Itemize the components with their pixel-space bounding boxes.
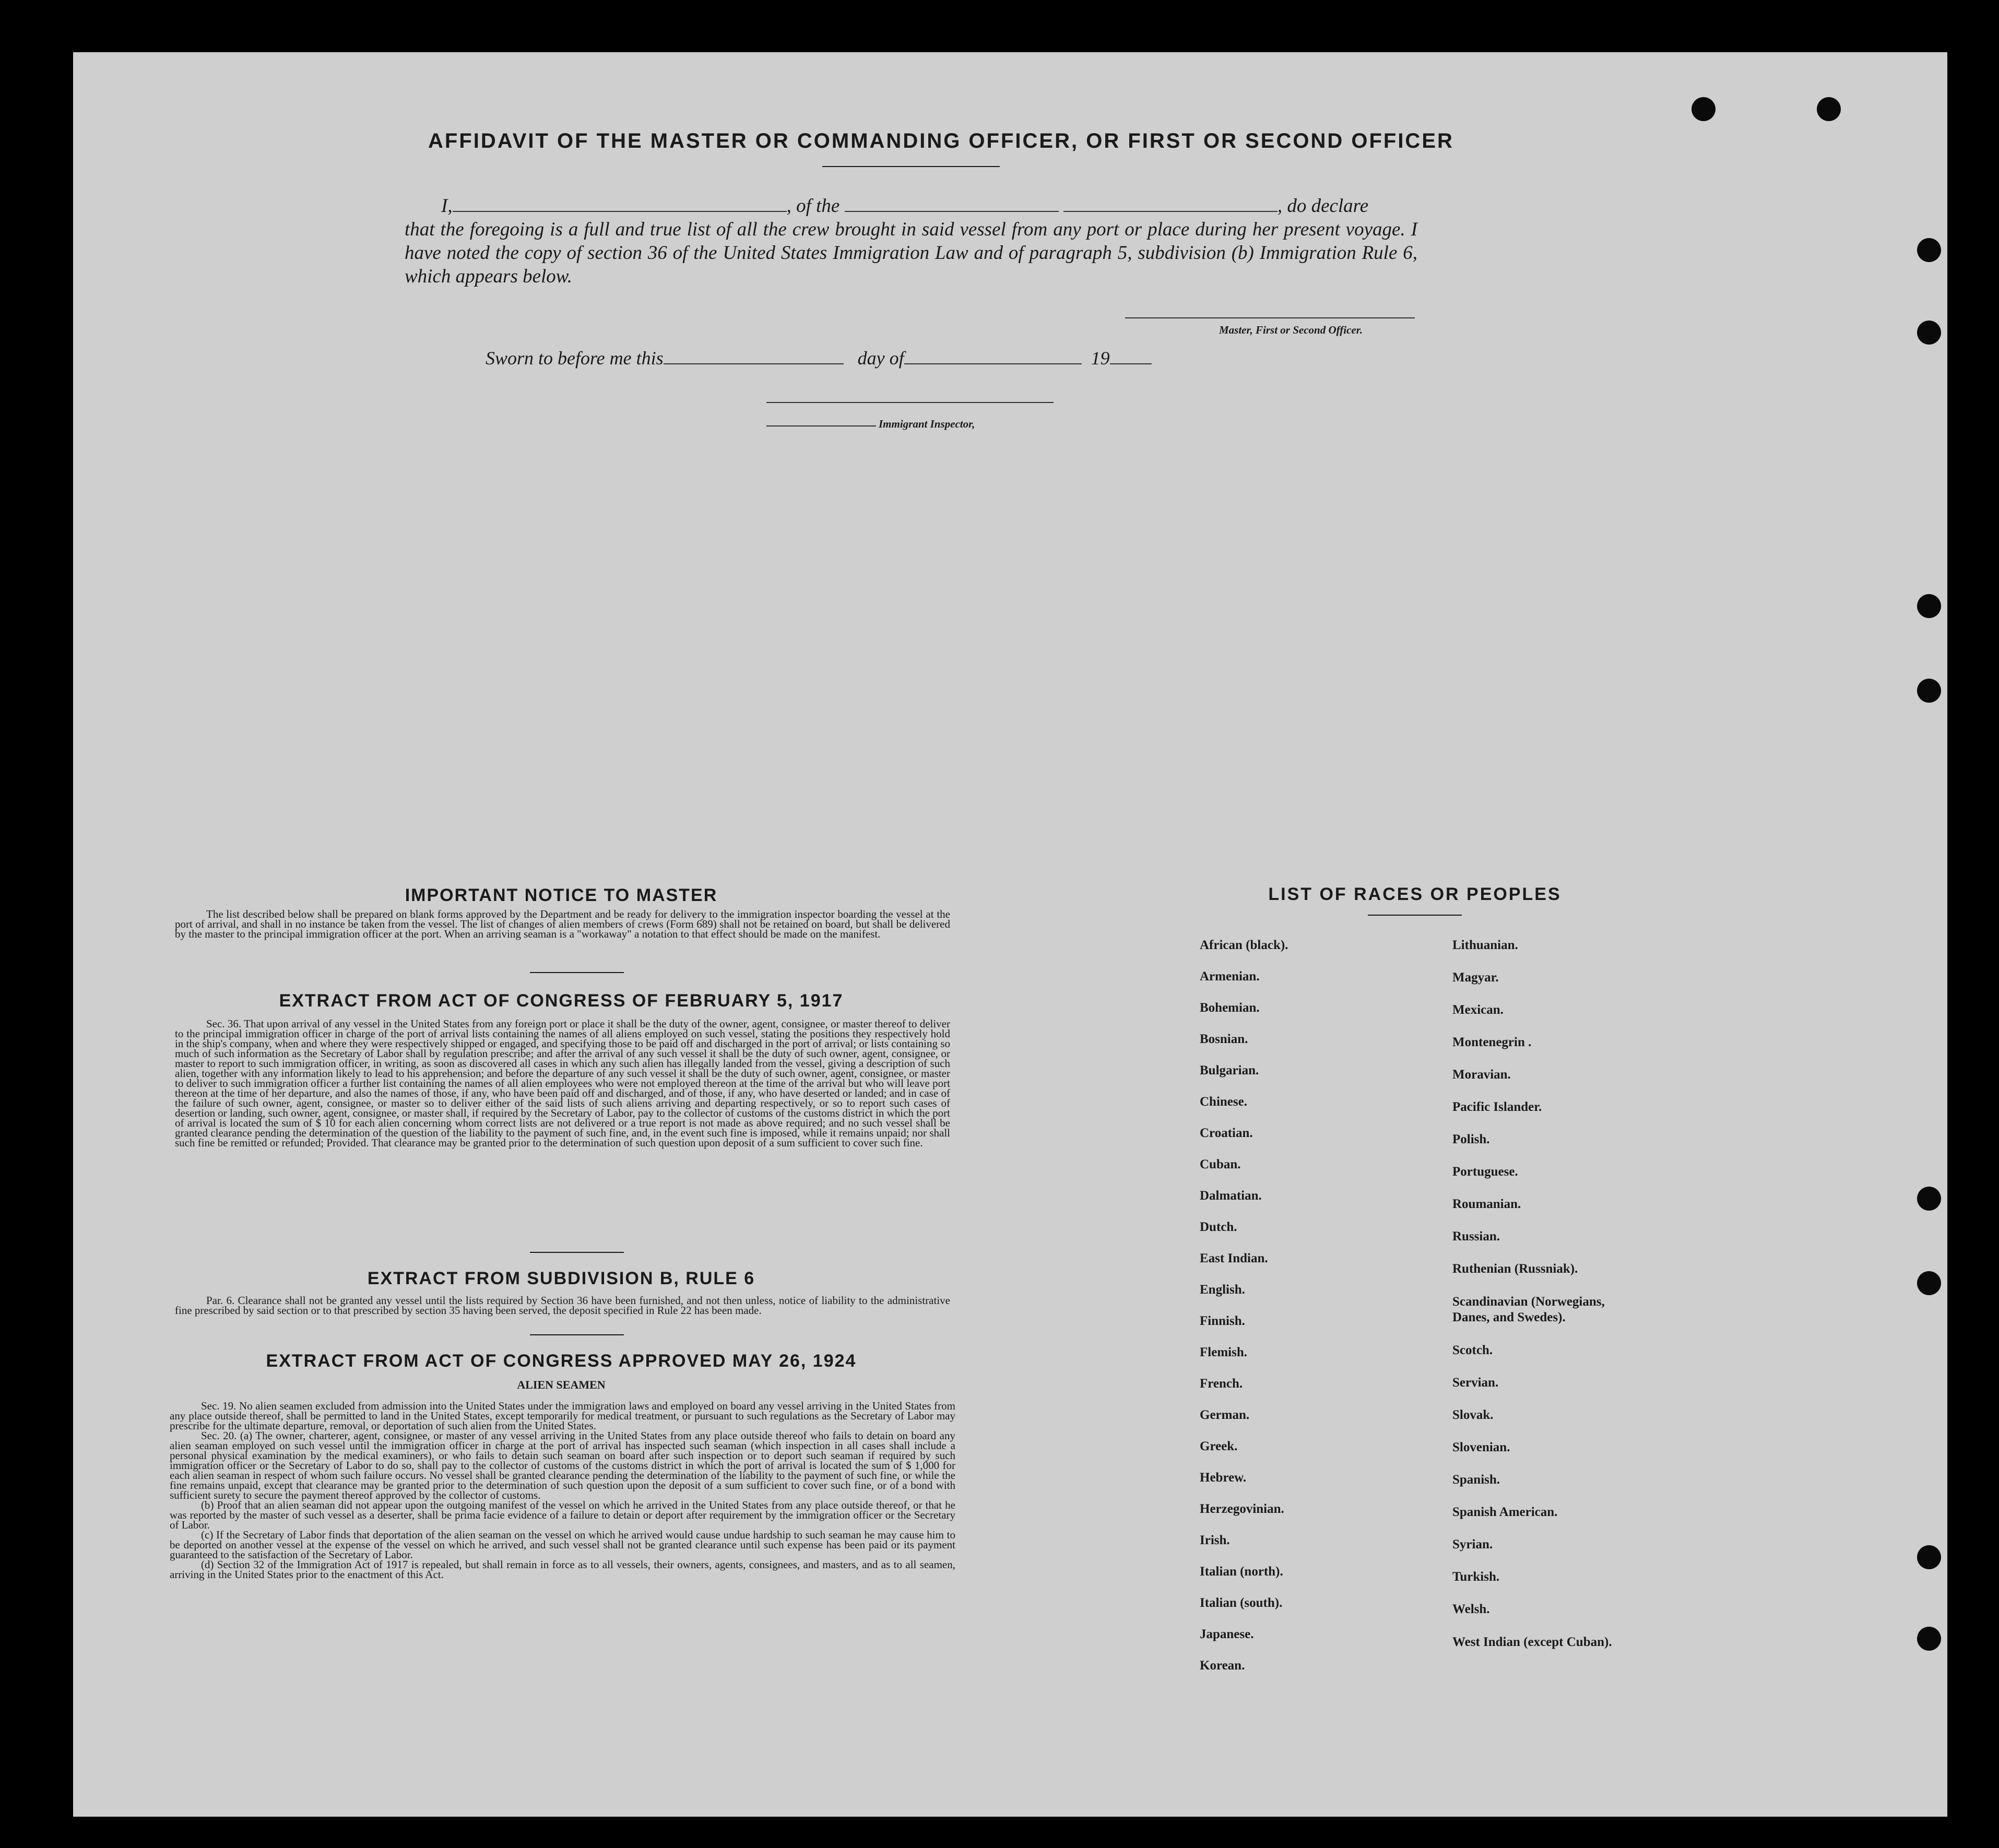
inspector-signature-line[interactable]	[766, 402, 1054, 403]
punch-hole	[1917, 594, 1941, 618]
divider	[530, 972, 624, 973]
punch-hole	[1917, 1545, 1941, 1569]
punch-hole	[1917, 679, 1941, 703]
race-right: Turkish.	[1452, 1570, 1500, 1584]
race-right: Mexican.	[1452, 1003, 1504, 1017]
affidavit-title: AFFIDAVIT OF THE MASTER OR COMMANDING OFFICER, OR FIRST OR SECOND OFFICER	[428, 129, 1454, 152]
race-left: Italian (north).	[1200, 1565, 1283, 1579]
sec-20b-paragraph: (b) Proof that an alien seaman did not appear upon the outgoing manifest of the vessel on which he arrived in the United States from any place outside thereof, or that he was reported by the master of such vessel as a deserter, shall be prima facie evidence of a failure to detain or deport after requirement by the immigration officer or the Secretary of Labor.	[170, 1499, 955, 1531]
punch-hole	[1917, 1627, 1941, 1651]
race-right: Magyar.	[1452, 970, 1499, 985]
year-label: 19	[1091, 348, 1110, 369]
punch-hole	[1817, 97, 1841, 121]
race-left: Bohemian.	[1200, 1001, 1260, 1015]
race-right: Lithuanian.	[1452, 938, 1518, 952]
declaration-do-declare: , do declare	[1277, 195, 1369, 217]
race-right: Slovenian.	[1452, 1440, 1510, 1454]
race-right: Montenegrin .	[1452, 1035, 1532, 1049]
race-right: Portuguese.	[1452, 1165, 1518, 1179]
race-left: Dutch.	[1200, 1220, 1237, 1234]
race-left: Japanese.	[1200, 1627, 1254, 1641]
rule-6-text	[175, 1296, 950, 1316]
name-field[interactable]	[453, 211, 787, 212]
race-left: Finnish.	[1200, 1314, 1245, 1328]
race-left: Bosnian.	[1200, 1032, 1248, 1046]
month-field[interactable]	[904, 363, 1082, 364]
divider	[530, 1334, 624, 1335]
year-field[interactable]	[1110, 363, 1152, 364]
declaration-body: that the foregoing is a full and true list of all the crew brought in said vessel from any port or place during her present voyage. I have noted the copy of section 36 of the United States Immigration Law and of paragraph 5, subdivision (b) Immigration Rule 6, which appears below.	[405, 219, 1417, 287]
race-left: Italian (south).	[1200, 1596, 1283, 1610]
race-right: Spanish American.	[1452, 1505, 1558, 1519]
punch-hole	[1917, 1271, 1941, 1295]
race-right: Spanish.	[1452, 1473, 1500, 1487]
race-left: Irish.	[1200, 1533, 1230, 1547]
race-right: Pacific Islander.	[1452, 1100, 1542, 1114]
race-left: Flemish.	[1200, 1345, 1247, 1359]
punch-hole	[1917, 238, 1941, 262]
race-left: Armenian.	[1200, 969, 1260, 984]
inspector-signature-line-2[interactable]	[766, 425, 876, 427]
race-left: German.	[1200, 1408, 1250, 1422]
race-right: Roumanian.	[1452, 1197, 1521, 1211]
punch-hole	[1917, 321, 1941, 345]
race-right: Polish.	[1452, 1132, 1490, 1146]
master-signature-label: Master, First or Second Officer.	[1219, 324, 1363, 336]
vessel-field-2[interactable]	[1063, 211, 1278, 212]
day-of-label: day of	[857, 348, 904, 369]
race-left: Croatian.	[1200, 1126, 1253, 1140]
race-left: French.	[1200, 1377, 1243, 1391]
race-left: Korean.	[1200, 1659, 1245, 1673]
notice-heading: IMPORTANT NOTICE TO MASTER	[405, 885, 718, 905]
sworn-label: Sworn to before me this	[486, 348, 664, 369]
sworn-day-field[interactable]	[664, 363, 844, 364]
race-right: Welsh.	[1452, 1602, 1490, 1616]
punch-hole	[1692, 97, 1716, 121]
sec-20d-paragraph: (d) Section 32 of the Immigration Act of 1917 is repealed, but shall remain in force as to all vessels, their owners, agents, consignees, and masters, and as to all seamen, arriving in the United States prior to the enactment of this Act.	[170, 1558, 955, 1581]
sec-20c-paragraph: (c) If the Secretary of Labor finds that deportation of the alien seaman on the vessel on which he arrived would cause undue hardship to such seaman he may cause him to be deported on another vessel at the expense of the vessel on which he arrived, and such vessel shall not be granted clearance until such expense has been paid or its payment guaranteed to the satisfaction of the Secretary of Labor.	[170, 1529, 955, 1561]
extract-1917-text	[175, 1019, 950, 1148]
races-heading: LIST OF RACES OR PEOPLES	[1268, 884, 1562, 904]
race-left: Cuban.	[1200, 1157, 1241, 1171]
race-left: Hebrew.	[1200, 1471, 1247, 1485]
race-left: English.	[1200, 1283, 1245, 1297]
extract-1924-text	[170, 1401, 955, 1580]
alien-seamen-subheading: ALIEN SEAMEN	[517, 1378, 606, 1391]
extract-1917-paragraph: Sec. 36. That upon arrival of any vessel in the United States from any foreign port or place it shall be the duty of the owner, agent, consignee, or master thereof to deliver to the principal immigration officer in charge of the port of arrival lists containing the names of all aliens employed on such vessel, stating the positions they respectively hold in the ship's company, when and where they were respectively shipped or engaged, and specifying those to be paid off and discharged in the port of arrival; or lists containing so much of such information as the Secretary of Labor shall by regulation prescribe; and after the arrival of any such vessel it shall be the duty of such owner, agent, consignee, or master to report to such immigration officer, in writing, as soon as discovered all cases in which any such alien has illegally landed from the vessel, giving a description of such alien, together with any information likely to lead to his apprehension; and before the departure of any such vessel it shall be the duty of such owner, agent, consignee, or master to deliver to such immigration officer a further list containing the names of all alien employees who were not employed thereon at the time of the arrival but who will leave port thereon at the time of her departure, and also the names of those, if any, who have been paid off and discharged, and of those, if any, who have deserted or landed; and in case of the failure of such owner, agent, consignee, or master so to deliver either of the said lists of such aliens arriving and departing respectively, or so to report such cases of desertion or landing, such owner, agent, consignee, or master shall, if required by the Secretary of Labor, pay to the collector of customs of the customs district in which the port of arrival is located the sum of $ 10 for each alien concerning whom correct lists are not delivered or a true report is not made as above required; and no such vessel shall be granted clearance pending the determination of the question of the liability to the payment of such fine, and, in the event such fine is imposed, while it remains unpaid; nor shall such fine be remitted or refunded; Provided. That clearance may be granted prior to the determination of such question upon deposit of a sum sufficient to cover such fine.	[175, 1017, 950, 1149]
race-left: Herzegovinian.	[1200, 1502, 1284, 1516]
races-heading-underline	[1368, 915, 1462, 916]
divider	[530, 1252, 624, 1253]
race-left: East Indian.	[1200, 1251, 1268, 1265]
notice-text	[175, 909, 950, 939]
declaration	[405, 194, 1417, 288]
punch-hole	[1917, 1187, 1941, 1211]
notice-paragraph: The list described below shall be prepared on blank forms approved by the Department and be ready for delivery to the immigration inspector boarding the vessel at the port of arrival, and shall in no instance be taken from the vessel. The list of changes of alien members of crews (Form 689) shall not be retained on board, but shall be delivered by the master to the principal immigration officer at the port. When an arriving seaman is a "workaway" a notation to that effect should be made on the manifest.	[175, 908, 950, 940]
race-right: Moravian.	[1452, 1068, 1511, 1082]
declaration-i: I,	[441, 195, 453, 217]
race-left: Chinese.	[1200, 1095, 1247, 1109]
race-left: Bulgarian.	[1200, 1063, 1259, 1077]
race-left: Greek.	[1200, 1439, 1238, 1453]
race-right: Servian.	[1452, 1376, 1499, 1390]
race-right: Scandinavian (Norwegians, Danes, and Swedes).	[1452, 1295, 1605, 1324]
declaration-of-the: , of the	[786, 195, 840, 217]
rule-6-heading: EXTRACT FROM SUBDIVISION B, RULE 6	[367, 1269, 755, 1288]
race-right: West Indian (except Cuban).	[1452, 1635, 1612, 1649]
race-left: African (black).	[1200, 938, 1288, 952]
race-right: Ruthenian (Russniak).	[1452, 1262, 1578, 1276]
rule-6-paragraph: Par. 6. Clearance shall not be granted any vessel until the lists required by Section 36 have been furnished, and not then unless, notice of liability to the administrative fine prescribed by said section or to that prescribed by section 35 having been served, the deposit specified in Rule 22 has been made.	[175, 1294, 950, 1317]
race-right: Slovak.	[1452, 1408, 1494, 1422]
inspector-label: Immigrant Inspector,	[879, 418, 975, 430]
race-right: Russian.	[1452, 1229, 1500, 1243]
vessel-field[interactable]	[845, 211, 1059, 212]
title-underline	[822, 166, 1000, 167]
extract-1924-heading: EXTRACT FROM ACT OF CONGRESS APPROVED MAY 26, 1924	[266, 1351, 857, 1371]
race-right: Scotch.	[1452, 1343, 1493, 1357]
sec-20a-paragraph: Sec. 20. (a) The owner, charterer, agent, consignee, or master of any vessel arriving in the United States from any place outside thereof who fails to detain on board any alien seaman employed on such vessel until the immigration officer in charge at the port of arrival has inspected such seaman (which inspection in all cases shall include a personal physical examination by the medical examiners), or who fails to detain such seaman on board after such inspection or to deport such seaman if required by such immigration officer or the Secretary of Labor to do so, shall pay to the collector of customs of the customs district in which the port of arrival is located the sum of $ 1,000 for each alien seaman in respect of whom such failure occurs. No vessel shall be granted clearance pending the determination of the liability to the payment of such fine, or while the fine remains unpaid, except that clearance may be granted prior to the determination of such question upon the deposit of a sum sufficient to cover such fine, or of a bond with sufficient surety to secure the payment thereof approved by the collector of customs.	[170, 1429, 955, 1501]
race-right: Syrian.	[1452, 1537, 1493, 1551]
extract-1917-heading: EXTRACT FROM ACT OF CONGRESS OF FEBRUARY 5, 1917	[279, 991, 844, 1011]
sworn-line	[486, 347, 1152, 369]
master-signature-line[interactable]	[1125, 317, 1415, 318]
race-left: Dalmatian.	[1200, 1189, 1262, 1203]
sec-19-paragraph: Sec. 19. No alien seamen excluded from admission into the United States under the immigration laws and employed on board any vessel arriving in the United States from any place outside thereof, shall be permitted to land in the United States, except temporarily for medical treatment, or pursuant to such regulations as the Secretary of Labor may prescribe for the ultimate departure, removal, or deportation of such alien from the United States.	[170, 1400, 955, 1432]
